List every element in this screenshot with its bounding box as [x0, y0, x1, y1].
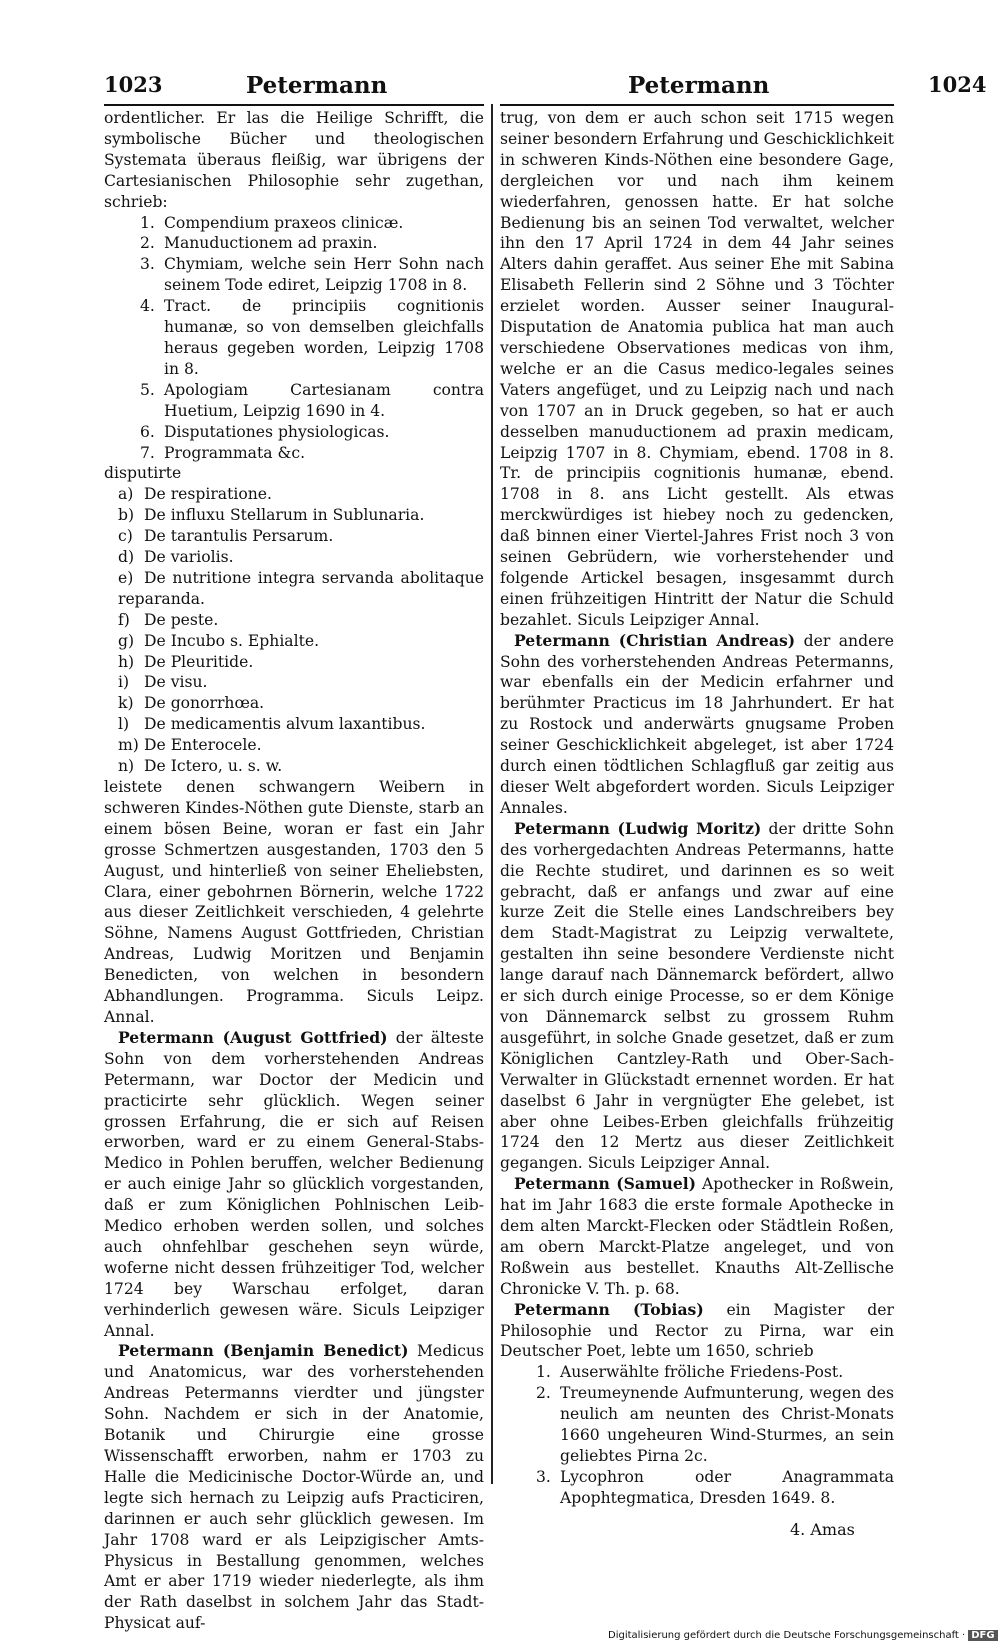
entry-heading: Petermann (Ludwig Moritz) — [514, 818, 762, 838]
page-number-left: 1023 — [104, 72, 163, 97]
work-text: Chymiam, welche sein Herr Sohn nach seinem Tode ediret, Leipzig 1708 in 8. — [164, 255, 484, 295]
work-item: 1. Auserwählte fröliche Friedens-Post. — [536, 1363, 844, 1382]
work-item — [140, 254, 484, 296]
work-text: Programmata &c. — [164, 443, 306, 462]
disputation-item: m) De Enterocele. — [118, 736, 262, 755]
work-text: Apologiam Cartesianam contra Huetium, Leipzig 1690 in 4. — [164, 380, 484, 420]
disputation-item: h) De Pleuritide. — [118, 652, 254, 671]
header-rule-left — [104, 104, 484, 106]
disputation-item: e) De nutritione integra servanda abolitaque reparanda. — [118, 568, 484, 608]
work-number: 2. — [140, 234, 155, 253]
disputation-item: l) De medicamentis alvum laxantibus. — [118, 715, 426, 734]
continuation-paragraph: trug, von dem er auch schon seit 1715 wegen seiner besondern Erfahrung und Geschicklichkeit in schweren Kinds-Nöthen eine besondere Gage, dergleichen vor und nach ihm keinem wiederfahren, genossen hatte. Er hat solche Bedienung bis an seinen Tod verwaltet, welcher ihn den 17 April 1724 in dem 44 Jahr seines Alters dahin geraffet. Aus seiner Ehe mit Sabina Elisabeth Fellerin sind 2 Söhne und 3 Töchter erzielet worden. Ausser seiner Inaugural-Disputation de Anatomia publica hat man auch verschiedene Observationes medicas von ihm, welche er an die Casus medico-legales seines Vaters angefüget, und zu Leipzig nach und nach von 1707 an in Druck gegeben, so hat er auch desselben manuductionem ad praxin medicam, Leipzig 1707 in 8. Chymiam, ebend. 1708 in 8. Tr. de principiis cognitionis humanæ, ebend. 1708 in 8. ans Licht gestellt. Als etwas merckwürdiges ist hiebey noch zu gedencken, daß binnen einer Viertel-Jahres Frist noch 3 von seinen Gebrüdern, wie vorherstehender und folgende Artickel besagen, insgesammt durch einen frühzeitigen Hintritt der Natur die Schuld bezahlet. Siculs Leipziger Annal. — [500, 109, 894, 629]
entry-heading: Petermann (Christian Andreas) — [514, 630, 796, 650]
biography-paragraph: leistete denen schwangern Weibern in schweren Kindes-Nöthen gute Dienste, starb an einem bösen Beine, woran er fast ein Jahr grosse Schmertzen ausgestanden, 1703 den 5 August, und hinterließ von seiner Eheliebsten, Clara, einer gebohrnen Börnerin, welche 1722 aus dieser Zeitlichkeit verschieden, 4 gelehrte Söhne, Namens August Gottfrieden, Christian Andreas, Ludwig Moritzen und Benjamin Benedicten, von welchen in besondern Abhandlungen. Programma. Siculs Leipz. Annal. — [104, 778, 484, 1026]
running-title-left: Petermann — [246, 72, 388, 99]
work-number: 1. — [140, 213, 155, 232]
entry-august-gottfried — [104, 1028, 484, 1342]
disputation-item: a) De respiratione. — [118, 485, 272, 504]
entry-samuel — [500, 1174, 894, 1299]
entry-heading: Petermann (Benjamin Benedict) — [118, 1341, 409, 1361]
dfg-logo: DFG — [968, 1630, 997, 1641]
disputation-item: g) De Incubo s. Ephialte. — [118, 631, 320, 650]
digitization-credit — [608, 1630, 998, 1641]
entry-heading: Petermann (August Gottfried) — [118, 1027, 388, 1047]
intro-paragraph: ordentlicher. Er las die Heilige Schrifft, die symbolische Bücher und theologischen Systemata überaus fleißig, war übrigens der Cartesianischen Philosophie sehr zugethan, schrieb: — [104, 109, 484, 211]
entry-body: ein Magister der Philosophie und Rector zu Pirna, war ein Deutscher Poet, lebte um 1650, schrieb — [500, 1300, 894, 1361]
work-item — [140, 380, 484, 422]
tobias-works-list — [500, 1362, 894, 1508]
disputation-item: k) De gonorrhœa. — [118, 694, 265, 713]
catchword: 4. Amas — [790, 1520, 855, 1539]
running-title-right: Petermann — [628, 72, 770, 99]
disputation-item: c) De tarantulis Persarum. — [118, 527, 334, 546]
column-divider — [491, 104, 493, 1484]
entry-heading: Petermann (Tobias) — [514, 1299, 704, 1319]
entry-heading: Petermann (Samuel) — [514, 1174, 697, 1194]
left-column — [104, 108, 484, 1634]
entry-benjamin-benedict — [104, 1341, 484, 1634]
page-number-right: 1024 — [928, 72, 987, 97]
work-item: 2. Treumeynende Aufmunterung, wegen des neulich am neunten des Christ-Monats 1660 ungeheuren Wind-Sturmes, an sein geliebtes Pirna 2c. — [536, 1384, 894, 1465]
disputation-item: b) De influxu Stellarum in Sublunaria. — [118, 506, 425, 525]
work-item: 3. Lycophron oder Anagrammata Apophtegmatica, Dresden 1649. 8. — [536, 1467, 894, 1507]
entry-christian-andreas — [500, 631, 894, 819]
work-number: 3. — [140, 255, 155, 274]
work-item — [140, 233, 484, 254]
disputation-item: i) De visu. — [118, 673, 208, 692]
work-text: Tract. de principiis cognitionis humanæ, so von demselben gleichfalls heraus gegeben worden, Leipzig 1708 in 8. — [164, 297, 484, 378]
disputirte-label: disputirte — [104, 464, 182, 483]
work-text: Manuductionem ad praxin. — [164, 234, 378, 253]
entry-tobias — [500, 1300, 894, 1363]
work-item — [140, 443, 484, 464]
work-number: 5. — [140, 380, 155, 399]
works-list — [104, 213, 484, 464]
work-item — [140, 213, 484, 234]
work-text: Disputationes physiologicas. — [164, 422, 390, 441]
entry-ludwig-moritz — [500, 819, 894, 1174]
header-rule-right — [500, 104, 894, 106]
right-column — [500, 108, 894, 1509]
disputation-item: f) De peste. — [118, 610, 219, 629]
entry-body: Apothecker in Roßwein, hat im Jahr 1683 die erste formale Apothecke in dem alten Marckt-Flecken oder Städtlein Roßen, am obern Marckt-Platze angeleget, und von Roßwein aus bestellet. Knauths Alt-Zellische Chronicke V. Th. p. 68. — [500, 1175, 894, 1298]
work-number: 4. — [140, 297, 155, 316]
work-number: 7. — [140, 443, 155, 462]
work-number: 6. — [140, 422, 155, 441]
entry-body: Medicus und Anatomicus, war des vorherstehenden Andreas Petermanns vierdter und jüngster Sohn. Nachdem er sich in der Anatomie, Botanik und Chirurgie eine grosse Wissenschafft erworben, nahm er 1703 zu Halle die Medicinische Doctor-Würde an, und legte sich hernach zu Leipzig aufs Practiciren, darinnen er auch sehr glücklich gewesen. Im Jahr 1708 ward er als Leipzigischer Amts-Physicus in Bestallung genommen, welches Amt er aber 1719 wieder niederlegte, als ihm der Rath daselbst in solchem Jahr das Stadt-Physicat auf- — [104, 1342, 484, 1633]
disputations-list — [104, 484, 484, 777]
entry-body: der andere Sohn des vorherstehenden Andreas Petermanns, war ebenfalls ein der Medicin erfahrner und berühmter Practicus im 18 Jahrhundert. Er hat zu Rostock und anderwärts gnugsame Proben seiner Geschicklichkeit abgeleget, ist aber 1724 durch einen tödtlichen Schlagfluß gar zeitig aus dieser Welt abgefordert worden. Siculs Leipziger Annales. — [500, 631, 894, 817]
credit-text: Digitalisierung gefördert durch die Deutsche Forschungsgemeinschaft · — [608, 1630, 966, 1641]
work-text: Compendium praxeos clinicæ. — [164, 213, 404, 232]
work-item — [140, 296, 484, 380]
entry-body: der älteste Sohn von dem vorherstehenden Andreas Petermann, war Doctor der Medicin und practicirte sehr glücklich. Wegen seiner grossen Erfahrung, die er sich auf Reisen erworben, ward er zu einem General-Stabs-Medico in Pohlen beruffen, welcher Bedienung er auch einige Jahr so glücklich vorgestanden, daß er zum Königlichen Pohlnischen Leib-Medico erhoben werden sollen, und solches auch ohnfehlbar geschehen seyn würde, woferne nicht dessen frühzeitiger Tod, welcher 1724 bey Warschau erfolget, daran verhinderlich gewesen wäre. Siculs Leipziger Annal. — [104, 1028, 484, 1340]
work-item — [140, 422, 484, 443]
entry-body: der dritte Sohn des vorhergedachten Andreas Petermanns, hatte die Rechte studiret, und darinnen es so weit gebracht, daß er anfangs und zwar auf eine kurze Zeit die Stelle eines Landschreibers bey dem Stadt-Magistrat zu Leipzig verwaltete, gestalten ihn seine besondere Verdienste nicht lange darauf nach Dännemarck befördert, allwo er sich durch einige Processe, so er dem Könige von Dännemarck selbst zu grossem Ruhm ausgeführt, in solche Gnade gesetzet, daß er zum Königlichen Cantzley-Rath und Ober-Sach-Verwalter in Glückstadt ernennet worden. Er hat daselbst 6 Jahr in vergnügter Ehe gelebet, ist aber ohne Leibes-Erben gleichfalls frühzeitig 1724 den 12 Mertz aus dieser Zeitlichkeit gegangen. Siculs Leipziger Annal. — [500, 819, 894, 1173]
disputation-item: d) De variolis. — [118, 548, 234, 567]
disputation-item: n) De Ictero, u. s. w. — [118, 757, 283, 776]
